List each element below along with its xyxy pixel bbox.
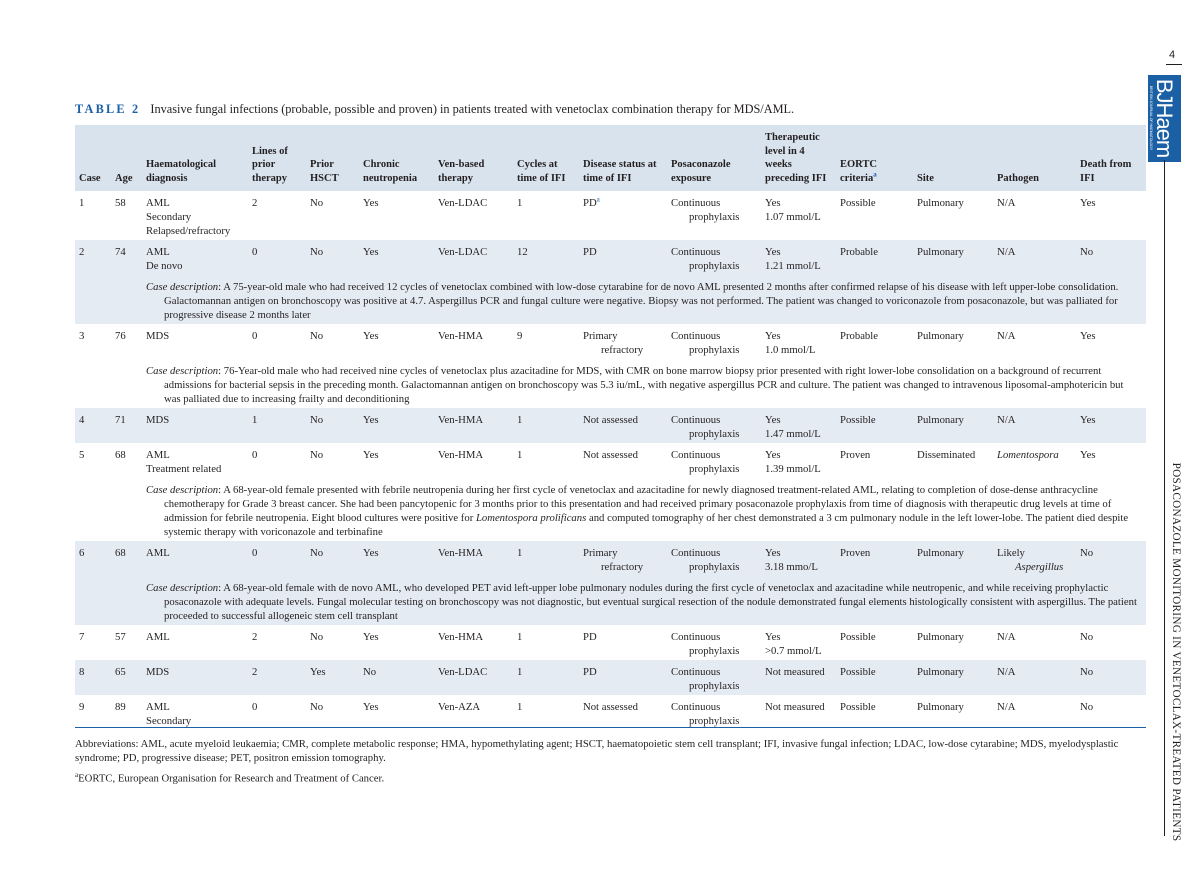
cell-cycles: 1 [513,660,579,695]
level-line: Yes [765,246,781,258]
case-description-row [75,275,1146,324]
cell-ven-therapy: Ven-HMA [434,408,513,443]
diagnosis-line: AML [146,449,170,461]
cell-death: No [1076,240,1146,275]
desc-label: Case description [146,281,219,293]
cell-case: 7 [79,631,85,643]
level-line: 1.39 mmol/L [765,463,821,475]
cell-level [761,324,836,359]
eortc-footnote-text: EORTC, European Organisation for Research and Treatment of Cancer. [78,772,385,785]
level-line: Yes [765,330,781,342]
cell-disease-status: PD [579,240,667,275]
cell-diagnosis [142,695,248,730]
spacer-cell [75,576,142,625]
case-description [142,359,1146,408]
case-description-row [75,478,1146,541]
cell-death: No [1080,701,1094,713]
cell-posaconazole [667,324,761,359]
level-line: Yes [765,414,781,426]
cell-neutropenia: Yes [363,631,379,643]
fungal-infections-table [75,125,1146,730]
cell-diagnosis [142,625,248,660]
header-neutropenia: Chronic neutropenia [359,125,434,191]
table-row [75,408,1146,443]
cell-level [761,660,836,695]
cell-posaconazole [667,625,761,660]
spacer-cell [75,275,142,324]
cell-pathogen [993,541,1076,576]
table-row [75,240,1146,275]
abbreviations-footnote: Abbreviations: AML, acute myeloid leukaemia; CMR, complete metabolic response; HMA, hypomethylating agent; HSCT, haematopoietic stem cell transplant; IFI, invasive fungal infection; LDAC, low-dose cytarabine; MDS, myelodysplastic syndrome; PD, progressive disease; PET, positron emission tomography. [75,738,1119,764]
cell-site: Pulmonary [913,660,993,695]
cell-cycles: 12 [513,240,579,275]
cell-hsct: No [310,449,324,461]
table-label: TABLE 2 [75,102,141,116]
pathogen-line: Likely [997,547,1025,559]
header-site: Site [913,125,993,191]
status-text: PD [583,197,597,209]
cell-cycles: 1 [517,631,523,643]
journal-logo-subtext: BRITISH JOURNAL OF HAEMATOLOGY [1149,85,1153,151]
diagnosis-line: AML [146,631,170,643]
cell-ven-therapy: Ven-LDAC [434,660,513,695]
journal-logo-text: BJHaem [1152,78,1177,158]
cell-ven-therapy: Ven-HMA [434,541,513,576]
table-row [75,695,1146,730]
cell-lines: 0 [248,541,306,576]
spacer-cell [75,359,142,408]
level-line: Yes [765,449,781,461]
cell-neutropenia: Yes [359,240,434,275]
posa-line: prophylaxis [689,645,740,657]
cell-age: 58 [115,197,126,209]
journal-logo [1148,75,1181,162]
posa-line: prophylaxis [689,428,740,440]
cell-pathogen: N/A [997,197,1016,209]
posa-line: prophylaxis [689,344,740,356]
header-cycles: Cycles at time of IFI [513,125,579,191]
level-line: 3.18 mmo/L [765,561,818,573]
cell-disease-status: Not assessed [583,449,638,461]
cell-diagnosis [142,191,248,240]
table-bottom-rule [75,727,1146,728]
diagnosis-line: Secondary [146,715,192,727]
cell-level [761,191,836,240]
table-caption [75,102,1155,117]
cell-posaconazole [667,695,761,730]
cell-ven-therapy: Ven-HMA [438,631,484,643]
diagnosis-line: MDS [146,414,170,426]
cell-disease-status: PD [583,631,597,643]
desc-text: : A 68-year-old female presented with febrile neutropenia during her first cycle of venetoclax and azacitadine for newly diagnosed treatment-related AML, relating to completion of dose-dense anthracycline chemotherapy for Grade 3 breast cancer. She had been pancytopenic for 3 months prior to this presentation and had received primary posaconazole prophylaxis from time of diagnosis with therapeutic drug levels at time of admission for febrile neutropenia. Eight blood cultures were positive for [164,484,1112,524]
cell-hsct: No [306,541,359,576]
diagnosis-line: De novo [146,260,183,272]
cell-cycles: 1 [517,197,523,209]
diagnosis-line: AML [146,701,170,713]
cell-lines: 0 [248,240,306,275]
cell-hsct: No [310,631,324,643]
diagnosis-line: Secondary [146,211,192,223]
cell-age: 57 [115,631,126,643]
cell-case: 5 [79,449,85,461]
posa-line: prophylaxis [689,715,740,727]
cell-age: 71 [111,408,142,443]
level-line: Yes [765,631,781,643]
posa-line: Continuous [671,449,721,461]
desc-text: : 76-Year-old male who had received nine cycles of venetoclax plus azacitadine for MDS, with CMR on bone marrow biopsy prior presented with right lower-lobe consolidation on a background of recurrent admissions for bacterial sepsis in the preceding month. Galactomannan antigen on bronchoscopy was 5.3 iu/mL, with negative aspergillus PCR and culture. The patient was changed to intravenous liposomal-amphotericin but was palliated due to increasing frailty and deconditioning [164,365,1124,405]
cell-disease-status [579,324,667,359]
cell-level [761,541,836,576]
status-line: Primary [583,330,618,342]
diagnosis-line: AML [146,547,170,559]
header-pathogen: Pathogen [993,125,1076,191]
diagnosis-line: MDS [146,330,170,342]
running-title: POSACONAZOLE MONITORING IN VENETOCLAX-TREATED PATIENTS [1170,462,1182,842]
header-diagnosis: Haematological diagnosis [142,125,248,191]
cell-pathogen: N/A [997,330,1016,342]
cell-lines: 0 [252,701,258,713]
diagnosis-line: Treatment related [146,463,222,475]
cell-pathogen: N/A [993,240,1076,275]
cell-posaconazole [667,541,761,576]
cell-lines: 2 [252,631,258,643]
cell-diagnosis [142,541,248,576]
cell-case: 1 [79,197,85,209]
header-therapeutic-level: Therapeutic level in 4 weeks preceding IFI [761,125,836,191]
desc-label: Case description [146,484,219,496]
cell-eortc: Proven [836,541,913,576]
caption-text: Invasive fungal infections (probable, possible and proven) in patients treated with venetoclax combination therapy for MDS/AML. [150,102,795,116]
posa-line: prophylaxis [689,260,740,272]
cell-neutropenia: Yes [359,408,434,443]
header-eortc-label: EORTC criteria [840,159,877,184]
cell-case: 4 [75,408,111,443]
cell-pathogen: N/A [993,408,1076,443]
cell-diagnosis [142,408,248,443]
level-line: Yes [765,197,781,209]
cell-hsct: No [310,197,324,209]
status-line: refractory [601,344,644,356]
case-description-row [75,576,1146,625]
cell-case: 3 [79,330,85,342]
cell-hsct: No [306,240,359,275]
case-description-row [75,359,1146,408]
cell-age: 76 [115,330,126,342]
level-line: Not measured [765,701,825,713]
cell-disease-status: Not assessed [583,701,638,713]
posa-line: prophylaxis [689,463,740,475]
cell-hsct: Yes [306,660,359,695]
level-line: 1.07 mmol/L [765,211,821,223]
desc-pathogen: Lomentospora prolificans [475,512,587,524]
cell-death: Yes [1080,197,1096,209]
cell-neutropenia: Yes [363,701,379,713]
cell-eortc: Probable [840,330,878,342]
table-header-row [75,125,1146,191]
cell-posaconazole [667,408,761,443]
cell-site: Pulmonary [917,631,964,643]
footnote-marker: a [75,771,79,779]
cell-cycles: 1 [513,408,579,443]
cell-posaconazole [667,191,761,240]
page-number: 4 [1169,49,1176,61]
cell-hsct: No [310,330,324,342]
cell-lines: 1 [248,408,306,443]
cell-site: Disseminated [917,449,976,461]
cell-hsct: No [310,701,324,713]
header-posaconazole: Posaconazole exposure [667,125,761,191]
cell-eortc: Possible [836,408,913,443]
cell-posaconazole [667,443,761,478]
posa-line: Continuous [671,197,721,209]
desc-text: : A 68-year-old female with de novo AML, who developed PET avid left-upper lobe pulmonary nodules during the first cycle of venetoclax and azacitadine while neutropenic, and while receiving prophylactic posaconazole with adequate levels. Fungal molecular testing on bronchoscopy was not diagnostic, but eventual surgical resection of the nodule demonstrated fungal elements histologically consistent with aspergillus. The patient proceeded to successful allogeneic stem cell transplant [164,582,1137,622]
status-line: Primary [583,547,618,559]
diagnosis-line: MDS [146,666,170,678]
level-line: >0.7 mmol/L [765,645,822,657]
cell-death: No [1080,631,1094,643]
cell-level [761,695,836,730]
cell-death: Yes [1080,330,1096,342]
cell-site: Pulmonary [913,408,993,443]
cell-eortc: Possible [840,701,876,713]
case-description [142,275,1146,324]
cell-level [761,625,836,660]
level-line: Not measured [765,666,825,678]
cell-death: Yes [1076,408,1146,443]
cell-pathogen [993,443,1076,478]
margin-rule [1164,160,1165,836]
cell-ven-therapy: Ven-LDAC [438,197,488,209]
cell-ven-therapy: Ven-AZA [438,701,481,713]
level-line: 1.21 mmol/L [765,260,821,272]
cell-ven-therapy: Ven-HMA [438,449,484,461]
cell-diagnosis [142,324,248,359]
cell-case: 2 [75,240,111,275]
header-case: Case [75,125,111,191]
case-description [142,478,1146,541]
cell-pathogen: N/A [997,701,1016,713]
cell-ven-therapy: Ven-HMA [438,330,484,342]
cell-diagnosis [142,443,248,478]
cell-site: Pulmonary [913,541,993,576]
table-row [75,660,1146,695]
posa-line: Continuous [671,547,721,559]
cell-eortc: Possible [836,660,913,695]
cell-age: 65 [111,660,142,695]
posa-line: prophylaxis [689,561,740,573]
diagnosis-line: AML [146,197,170,209]
cell-cycles: 1 [513,541,579,576]
cell-case: 6 [75,541,111,576]
posa-line: Continuous [671,701,721,713]
desc-text: : A 75-year-old male who had received 12 cycles of venetoclax combined with low-dose cytarabine for de novo AML presented 2 months after confirmed relapse of his disease with left upper-lobe consolidation. Galactomannan antigen on bronchoscopy was positive at 4.7. Aspergillus PCR and fungal culture were negative. Biopsy was not performed. The patient was changed to voriconazole from posaconazole, but was palliated for progressive disease 2 months later [164,281,1119,321]
header-disease-status: Disease status at time of IFI [579,125,667,191]
cell-ven-therapy: Ven-LDAC [434,240,513,275]
cell-death: Yes [1080,449,1096,461]
cell-level [761,240,836,275]
cell-level [761,408,836,443]
cell-site: Pulmonary [917,197,964,209]
posa-line: prophylaxis [689,680,740,692]
posa-line: Continuous [671,414,721,426]
cell-age: 74 [111,240,142,275]
header-ven-therapy: Ven-based therapy [434,125,513,191]
cell-age: 68 [111,541,142,576]
posa-line: Continuous [671,330,721,342]
cell-age: 68 [115,449,126,461]
desc-label: Case description [146,582,219,594]
cell-level [761,443,836,478]
cell-eortc: Possible [840,197,876,209]
cell-eortc: Possible [840,631,876,643]
cell-eortc: Probable [836,240,913,275]
cell-lines: 0 [252,330,258,342]
status-line: refractory [601,561,644,573]
cell-diagnosis [142,660,248,695]
cell-lines: 2 [248,660,306,695]
cell-lines: 2 [252,197,258,209]
level-line: 1.0 mmol/L [765,344,816,356]
cell-neutropenia: Yes [363,330,379,342]
footnote-marker: a [596,195,600,204]
header-eortc [836,125,913,191]
cell-site: Pulmonary [913,240,993,275]
page-number-rule [1166,64,1182,65]
table-row [75,324,1146,359]
header-hsct: Prior HSCT [306,125,359,191]
cell-case: 9 [79,701,85,713]
cell-diagnosis [142,240,248,275]
cell-hsct: No [306,408,359,443]
cell-case: 8 [75,660,111,695]
pathogen-name: Aspergillus [1015,561,1064,573]
cell-pathogen: N/A [997,631,1016,643]
cell-age: 89 [115,701,126,713]
case-description [142,576,1146,625]
table-row [75,541,1146,576]
level-line: Yes [765,547,781,559]
cell-site: Pulmonary [917,701,964,713]
spacer-cell [75,478,142,541]
desc-label: Case description [146,365,219,377]
cell-disease-status [579,541,667,576]
cell-cycles: 9 [517,330,523,342]
pathogen-name: Lomentospora [997,449,1059,461]
cell-lines: 0 [252,449,258,461]
header-death: Death from IFI [1076,125,1146,191]
cell-posaconazole [667,660,761,695]
cell-site: Pulmonary [917,330,964,342]
cell-neutropenia: Yes [359,541,434,576]
header-lines: Lines of prior therapy [248,125,306,191]
cell-disease-status: Not assessed [579,408,667,443]
table-row [75,625,1146,660]
cell-cycles: 1 [517,449,523,461]
header-eortc-footnote-marker: a [873,170,877,178]
level-line: 1.47 mmol/L [765,428,821,440]
table-row [75,191,1146,240]
cell-pathogen: N/A [993,660,1076,695]
diagnosis-line: Relapsed/refractory [146,225,231,237]
cell-disease-status: PD [579,660,667,695]
posa-line: Continuous [671,631,721,643]
posa-line: prophylaxis [689,211,740,223]
diagnosis-line: AML [146,246,170,258]
table-row [75,443,1146,478]
cell-death: No [1076,660,1146,695]
posa-line: Continuous [671,666,721,678]
posa-line: Continuous [671,246,721,258]
desc-text: and computed tomography of her chest demonstrated a 3 cm pulmonary nodule in the left lower-lobe. The patient died despite systemic therapy with voriconazole and terbinafine [164,512,1129,538]
cell-eortc: Proven [840,449,871,461]
cell-posaconazole [667,240,761,275]
cell-death: No [1076,541,1146,576]
eortc-footnote [75,768,1146,786]
cell-neutropenia: Yes [363,449,379,461]
cell-neutropenia: No [359,660,434,695]
cell-neutropenia: Yes [363,197,379,209]
header-age: Age [111,125,142,191]
cell-cycles: 1 [517,701,523,713]
cell-disease-status [579,191,667,240]
